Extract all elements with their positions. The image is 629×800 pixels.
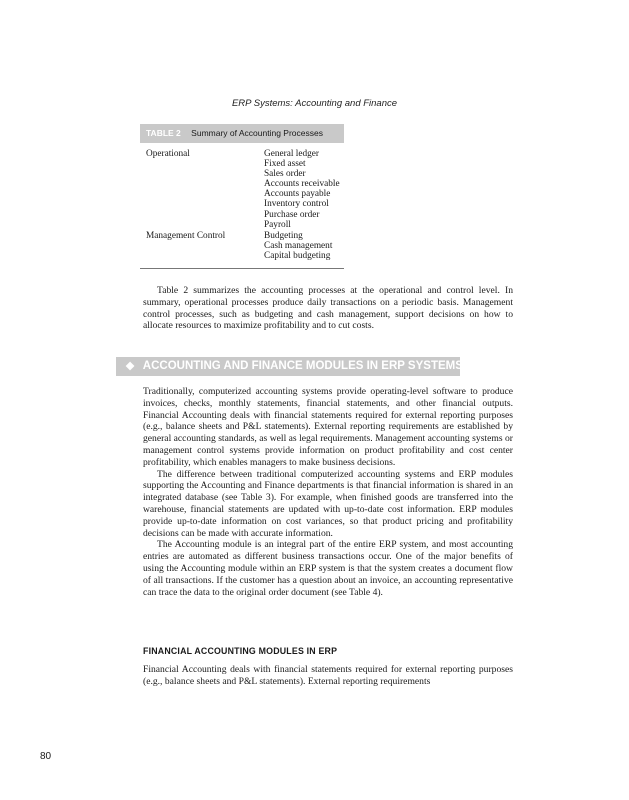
table-item: Purchase order: [264, 209, 320, 220]
section-heading: [116, 357, 463, 376]
table-item: Inventory control: [264, 199, 329, 210]
table-item: Cash management: [264, 240, 333, 251]
page-number: 80: [40, 751, 52, 762]
table-items: [264, 149, 344, 230]
table-item: Sales order: [264, 169, 306, 180]
table-item: Fixed asset: [264, 159, 306, 170]
table-body: [140, 143, 344, 261]
diamond-icon: ◆: [125, 360, 135, 372]
table-item: Accounts receivable: [264, 179, 340, 190]
table-label: TABLE 2: [146, 128, 181, 138]
table-item: General ledger: [264, 149, 319, 159]
paragraph: The difference between traditional computerized accounting systems and ERP modules supporting the Accounting and Finance departments is that financial information is shared in an integrated database (see Table 3). For example, when finished goods are transferred into the warehouse, financial statements are updated with up-to-date cost information. ERP modules provide up-to-date information on cost variances, so that product pricing and profitability decisions can be made with accurate information.: [143, 468, 513, 539]
paragraph: The Accounting module is an integral part of the entire ERP system, and most accounting entries are automated as different business transactions occur. One of the major benefits of using the Accounting module within an ERP system is that the system creates a document flow of all transactions. If the customer has a question about an invoice, an accounting representative can trace the data to the original order document (see Table 4).: [143, 539, 513, 598]
table-item: Capital budgeting: [264, 250, 331, 261]
table-caption: [140, 124, 344, 143]
table-item: Accounts payable: [264, 189, 331, 200]
paragraph: Table 2 summarizes the accounting processes at the operational and control level. In summary, operational processes produce daily transactions on a periodic basis. Management control processes, such as budgeting and cash management, support decisions on how to allocate resources to maximize profitability and to cut costs.: [143, 285, 513, 332]
table-row-operational: [140, 149, 344, 230]
table-category: Management Control: [146, 230, 226, 241]
table-items: [264, 231, 344, 261]
table-caption-text: Summary of Accounting Processes: [191, 128, 323, 138]
table-item: Payroll: [264, 219, 291, 230]
table-item: Budgeting: [264, 230, 303, 241]
table-row-management-control: [140, 231, 344, 261]
section-body: [143, 386, 513, 598]
table-bottom-rule: [140, 268, 344, 269]
accounting-processes-table: [140, 124, 344, 261]
table-category: Operational: [146, 149, 190, 159]
section-heading-text: ACCOUNTING AND FINANCE MODULES IN ERP SYSTEMS: [142, 360, 463, 372]
subsection-heading: FINANCIAL ACCOUNTING MODULES IN ERP: [143, 646, 338, 656]
paragraph: Traditionally, computerized accounting systems provide operating-level software to produce invoices, checks, monthly statements, financial statements, and other financial outputs. Financial Accounting deals with financial statements required for external reporting purposes (e.g., balance sheets and P&L statements). External reporting requirements are established by general accounting standards, as well as legal requirements. Management accounting systems or management control systems provide information on product profitability and cost center profitability, which enables managers to make business decisions.: [143, 386, 513, 468]
intro-text: [143, 285, 513, 332]
subsection-body: [143, 664, 513, 688]
paragraph: Financial Accounting deals with financial statements required for external reporting purposes (e.g., balance sheets and P&L statements). External reporting requirements: [143, 664, 513, 687]
running-header: ERP Systems: Accounting and Finance: [231, 98, 398, 109]
